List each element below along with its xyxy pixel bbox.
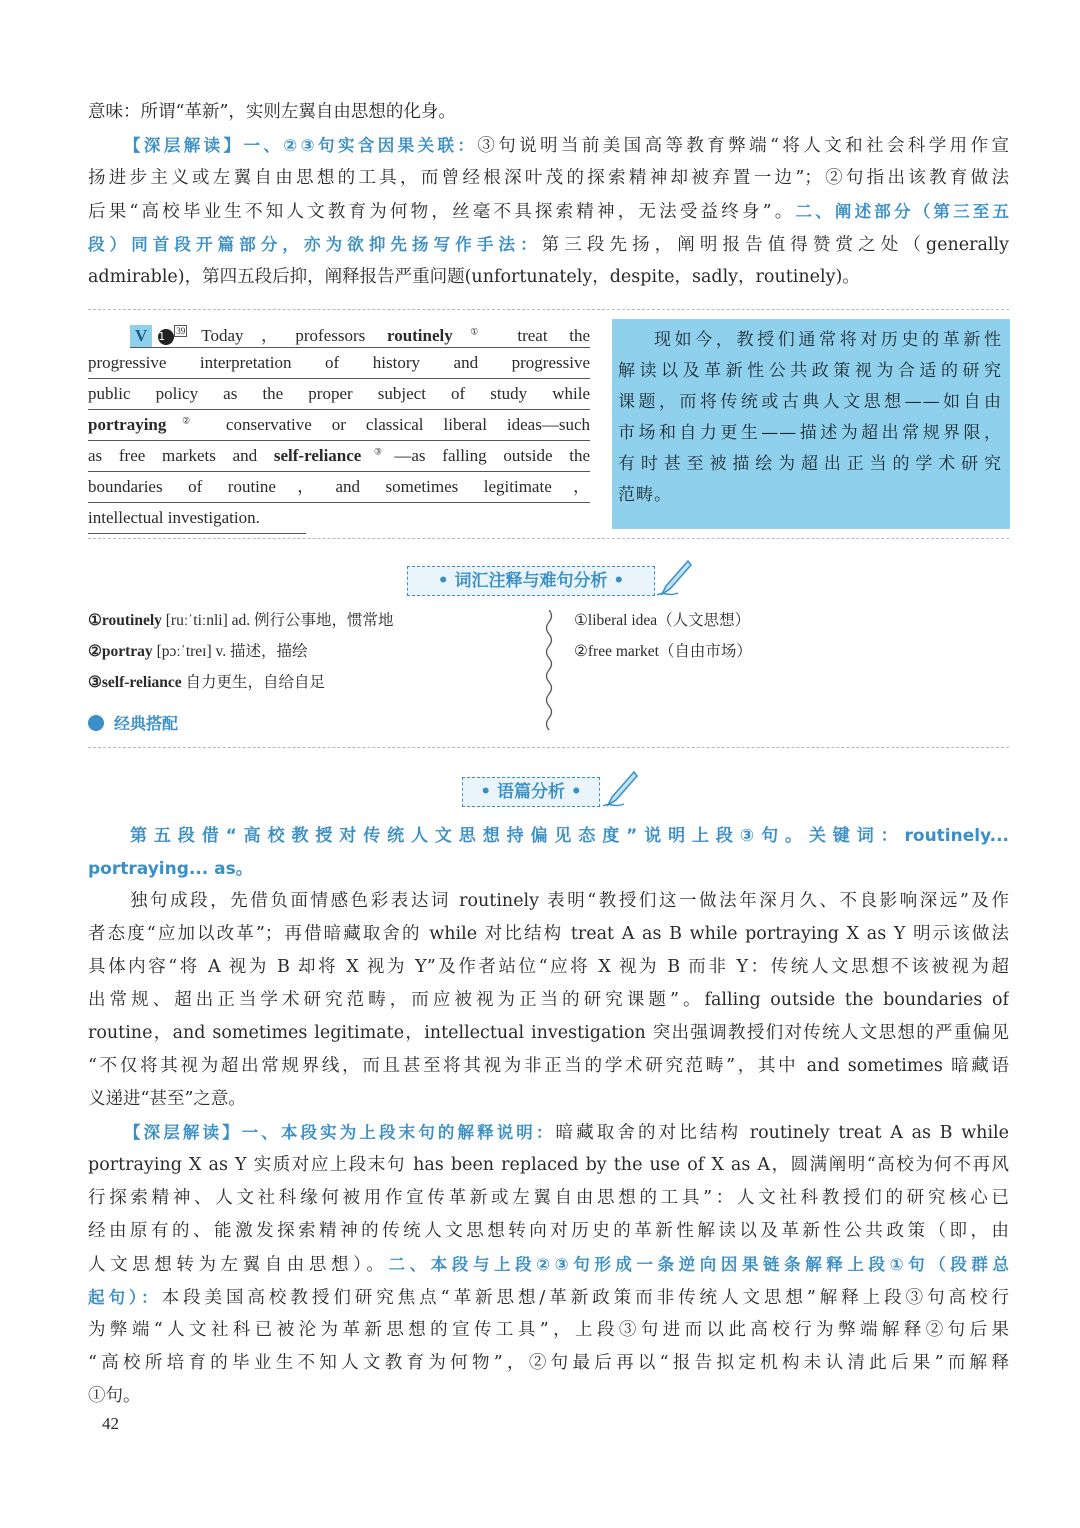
passage-line — [88, 409, 590, 441]
translation-line: 市场和自力更生——描述为超出常规界限， — [618, 423, 1002, 443]
translation-box — [612, 319, 1010, 529]
text-line: 义递进“甚至”之意。 — [88, 1089, 246, 1109]
highlight-span: 二、阐述部分（第三至五 — [795, 202, 1009, 221]
text-line: 意味：所谓“革新”，实则左翼自由思想的化身。 — [88, 102, 456, 122]
deep-reading-line — [124, 129, 1009, 163]
translation-line: 现如今，教授们通常将对历史的革新性 — [654, 330, 1002, 350]
translation-line: 有时甚至被描绘为超出正当的学术研究 — [618, 454, 1002, 474]
passage-line: public policy as the proper subject of study while — [88, 378, 590, 410]
vocab-entry — [88, 637, 308, 667]
sentence-number-icon: 1 — [158, 329, 174, 345]
deep-reading-label: 【深层解读】一、②③句实含因果关联： — [124, 136, 478, 155]
collocation-entry: ①liberal idea（人文思想） — [574, 612, 751, 629]
text-line: 独句成段，先借负面情感色彩表达词 routinely 表明“教授们这一做法年深月久、不良影响深远”及作 — [130, 891, 1009, 911]
text-line: 扬进步主义或左翼自由思想的工具，而曾经根深叶茂的探索精神却被弃置一边”；②句指出该教育做法 — [88, 168, 1009, 188]
wavy-divider — [542, 610, 556, 734]
text-line — [88, 1281, 1009, 1315]
page-number: 42 — [102, 1414, 119, 1433]
keyword-line: portraying... as。 — [88, 859, 253, 879]
footnote-mark: ② — [166, 415, 206, 426]
keyword-line: 第五段借“高校教授对传统人文思想持偏见态度”说明上段③句。关键词：routinely... — [130, 826, 1009, 846]
deep-reading-line — [124, 1116, 1009, 1150]
text-line: “高校所培育的毕业生不知人文教育为何物”，②句最后再以“报告拟定机构未认清此后果”而解释 — [88, 1353, 1009, 1373]
keyword: routinely — [386, 326, 453, 345]
vocab-def: [pɔːˈtreɪ] v. 描述，描绘 — [152, 643, 308, 660]
text-line: 行探索精神、人文社科缘何被用作宣传革新或左翼自由思想的工具”：人文社科教授们的研究核心已 — [88, 1188, 1009, 1208]
vocab-word: ②portray — [88, 643, 153, 660]
text-span: ③句说明当前美国高等教育弊端“将人文和社会科学用作宣 — [477, 136, 1009, 156]
text-span: 第三段先扬，阐明报告值得赞赏之处（generally — [541, 235, 1009, 255]
pen-icon — [654, 558, 694, 598]
vocab-section-header: • 词汇注释与难句分析 • — [407, 566, 655, 596]
divider — [88, 309, 1009, 310]
passage-line: progressive interpretation of history and progressive — [88, 347, 590, 379]
vocab-word: ①routinely — [88, 612, 162, 629]
text-line — [88, 228, 1009, 262]
vocab-word: ③self-reliance — [88, 674, 182, 691]
highlight-span: 段）同首段开篇部分，亦为欲抑先扬写作手法： — [88, 235, 542, 254]
text-span: 后果“高校毕业生不知人文教育为何物，丝毫不具探索精神，无法受益终身”。 — [88, 202, 796, 222]
highlight-span: 二、本段与上段②③句形成一条逆向因果链条解释上段①句（段群总 — [388, 1255, 1009, 1274]
text-span: treat the — [517, 326, 590, 345]
text-span: —as falling outside the — [394, 446, 590, 465]
passage-line — [130, 316, 590, 348]
box-tag: 39 — [176, 326, 186, 336]
passage-line: intellectual investigation. — [88, 502, 306, 534]
footnote-mark: ③ — [361, 446, 395, 457]
analysis-section-header: • 语篇分析 • — [462, 777, 600, 807]
text-span: conservative or classical liberal ideas—such — [225, 415, 590, 434]
text-line: portraying X as Y 实质对应上段末句 has been replaced by the use of X as A，圆满阐明“高校为何不再风 — [88, 1155, 1009, 1175]
text-span: 暗藏取舍的对比结构 routinely treat A as B while — [555, 1123, 1009, 1143]
text-line: admirable)，第四五段后抑，阐释报告严重问题(unfortunately，despite，sadly，routinely)。 — [88, 267, 860, 287]
text-span: 人文思想转为左翼自由思想）。 — [88, 1255, 389, 1275]
text-line: routine，and sometimes legitimate，intellectual investigation 突出强调教授们对传统人文思想的严重偏见 — [88, 1023, 1009, 1043]
footnote-mark: ① — [452, 326, 496, 337]
text-line: ①句。 — [88, 1386, 141, 1406]
text-line: 经由原有的、能激发探索精神的传统人文思想转向对历史的革新性解读以及革新性公共政策（即，由 — [88, 1221, 1009, 1241]
text-line — [88, 1248, 1009, 1282]
highlight-span: 起句）： — [88, 1288, 162, 1307]
text-line: 为弊端“人文社科已被沦为革新思想的宣传工具”，上段③句进而以此高校行为弊端解释②句后果 — [88, 1320, 1009, 1340]
text-line — [88, 195, 1009, 229]
pen-icon — [600, 769, 640, 809]
divider — [88, 538, 1009, 539]
vocab-entry — [88, 668, 325, 698]
deep-reading-label: 【深层解读】一、本段实为上段末句的解释说明： — [124, 1123, 556, 1142]
keyword: self-reliance — [273, 446, 362, 465]
keyword: portraying — [88, 415, 167, 434]
text-span: Today，professors — [201, 326, 366, 345]
paragraph-badge: V — [130, 325, 152, 347]
classic-collocation-heading: 经典搭配 — [88, 709, 178, 739]
collocation-entry: ②free market（自由市场） — [574, 643, 752, 660]
text-line: 具体内容“将 A 视为 B 却将 X 视为 Y”及作者站位“应将 X 视为 B 而非 Y：传统人文思想不该被视为超 — [88, 957, 1009, 977]
translation-line: 课题，而将传统或古典人文思想——如自由 — [618, 392, 1002, 412]
text-span: 本段美国高校教授们研究焦点“革新思想/革新政策而非传统人文思想”解释上段③句高校行 — [161, 1288, 1009, 1308]
passage-line — [88, 440, 590, 472]
vocab-def: 自力更生，自给自足 — [181, 674, 326, 691]
divider — [88, 747, 1009, 748]
text-line: 出常规、超出正当学术研究范畴，而应被视为正当的研究课题”。falling outside the boundaries of — [88, 990, 1009, 1010]
text-line: “不仅将其视为超出常规界线，而且甚至将其视为非正当的学术研究范畴”，其中 and sometimes 暗藏语 — [88, 1056, 1009, 1076]
translation-line: 解读以及革新性公共政策视为合适的研究 — [618, 361, 1002, 381]
text-line: 者态度“应加以改革”；再借暗藏取舍的 while 对比结构 treat A as B while portraying X as Y 明示该做法 — [88, 924, 1009, 944]
bullet-icon — [88, 715, 104, 731]
translation-line: 范畴。 — [618, 485, 672, 505]
passage-line: boundaries of routine，and sometimes legitimate， — [88, 471, 590, 503]
text-span: as free markets and — [88, 446, 258, 465]
vocab-entry — [88, 606, 394, 636]
vocab-def: [ruːˈtiːnli] ad. 例行公事地，惯常地 — [161, 612, 394, 629]
